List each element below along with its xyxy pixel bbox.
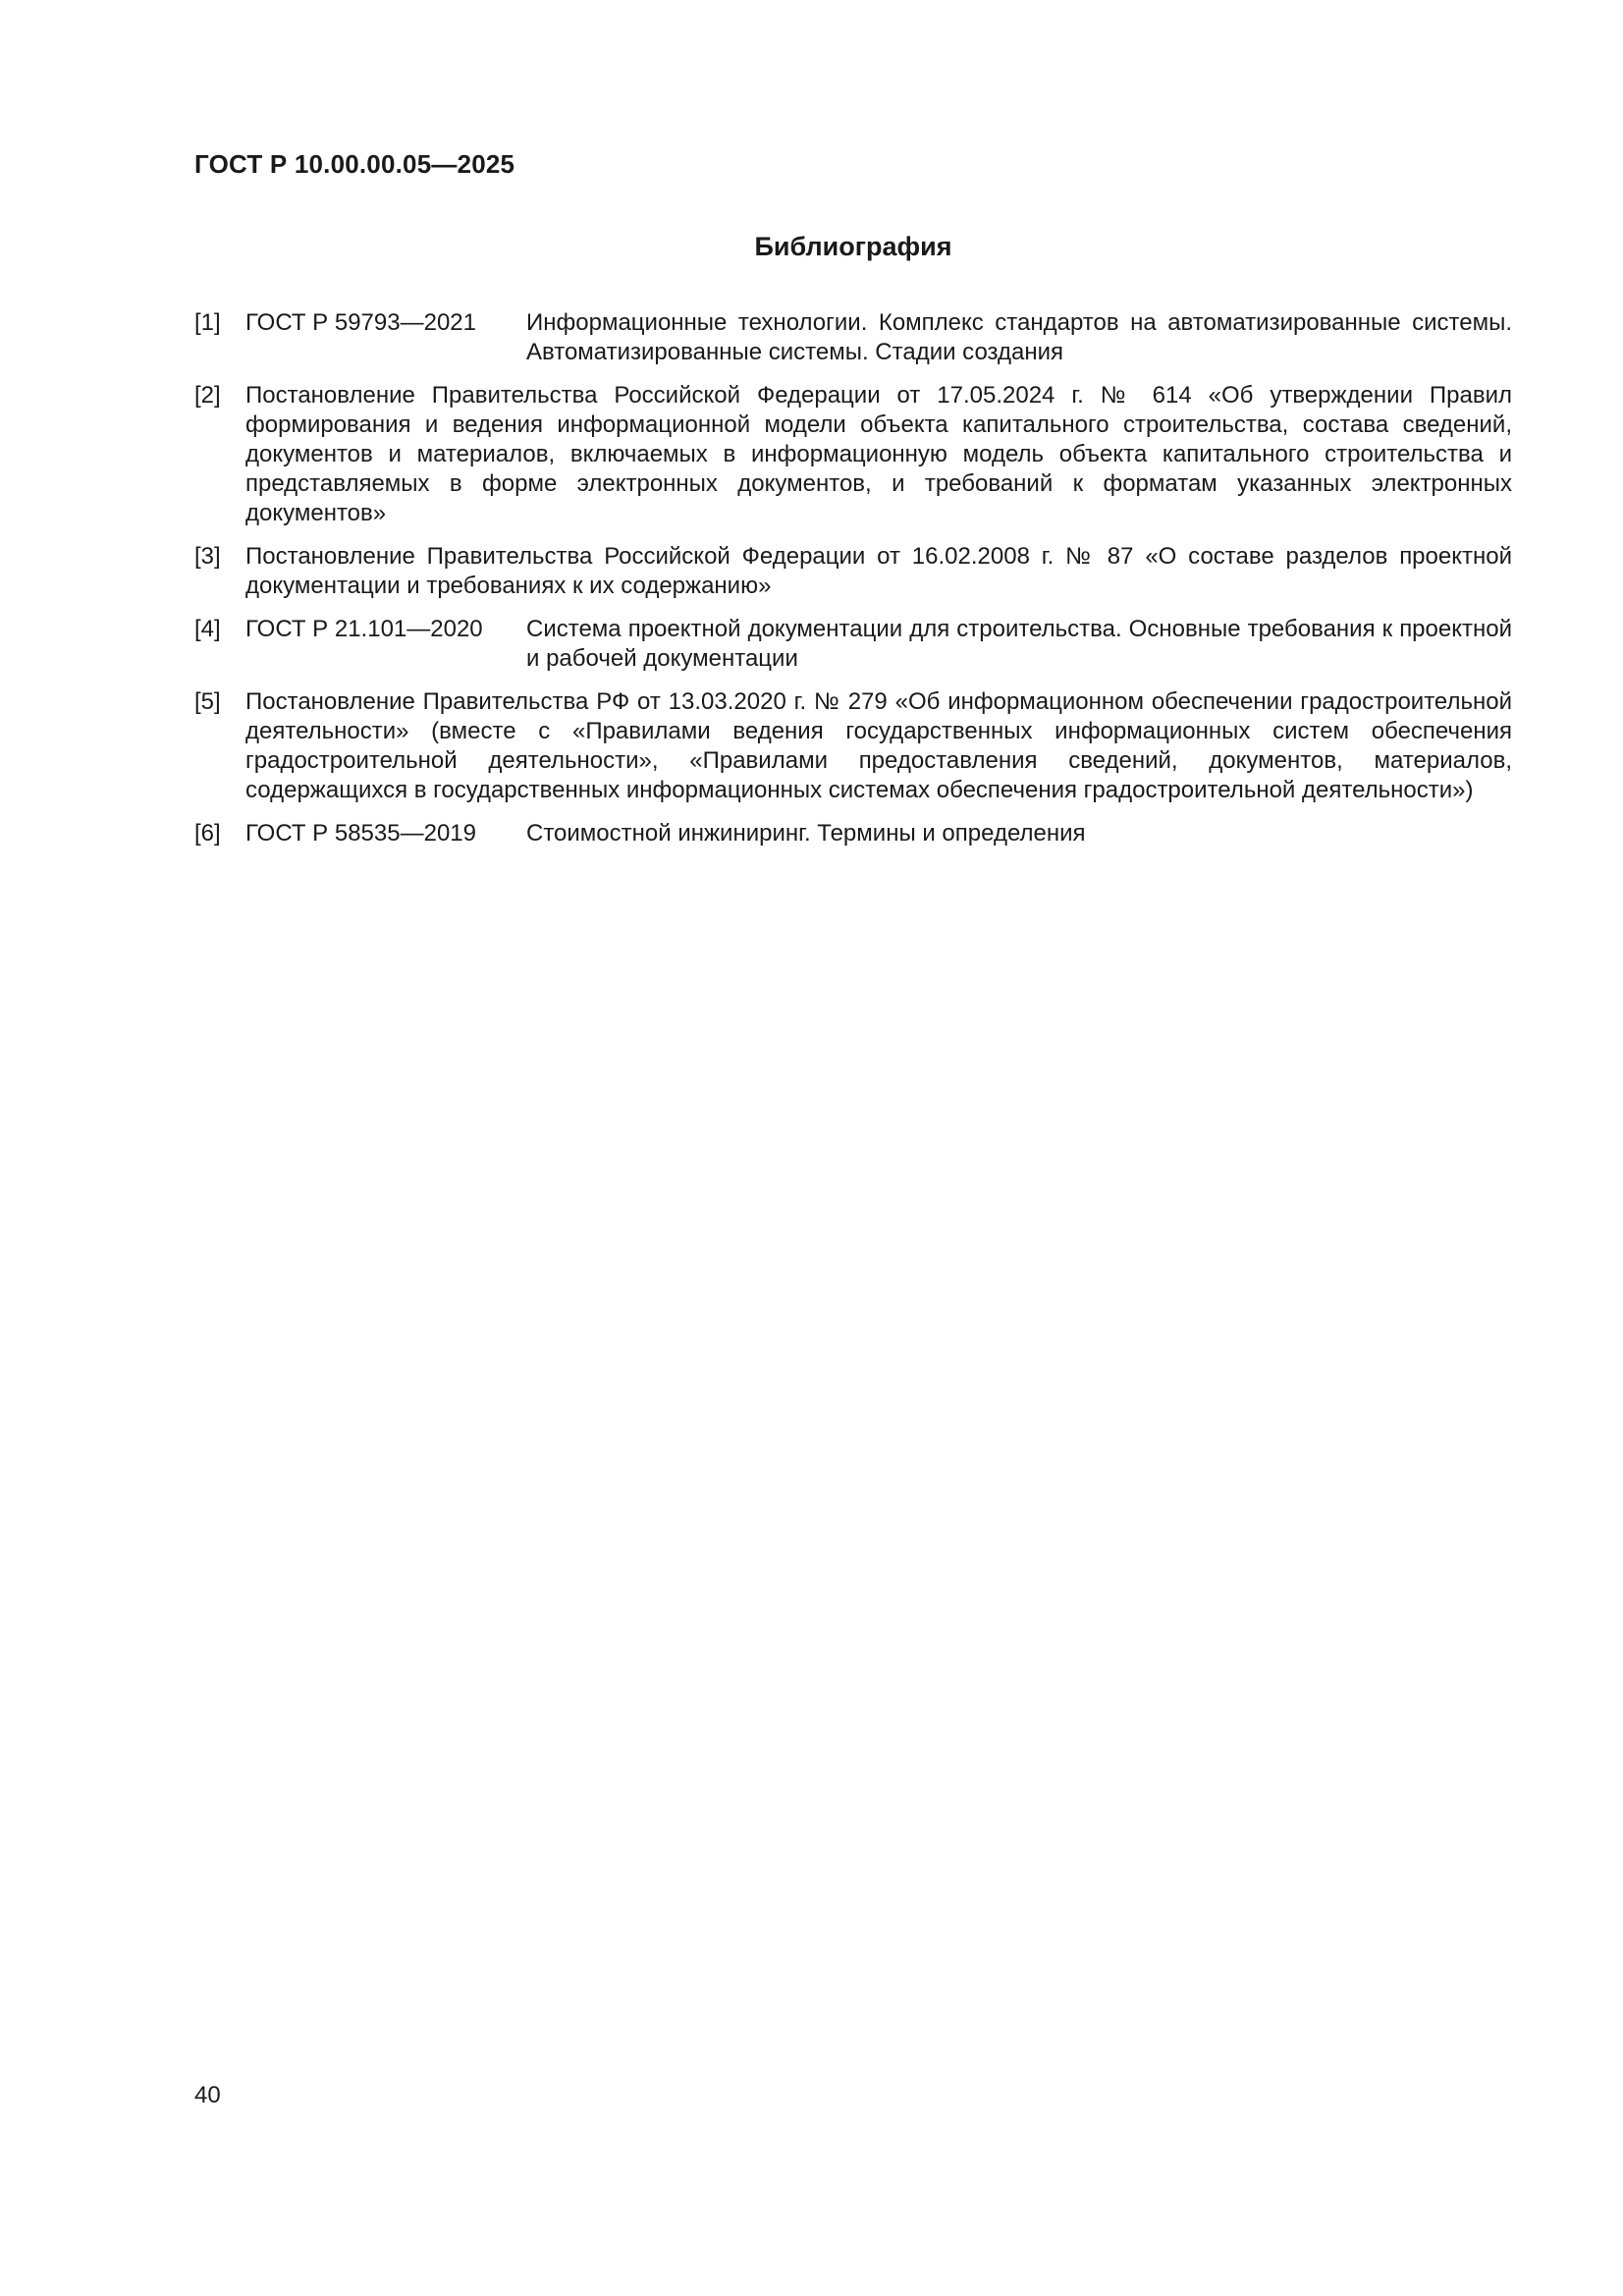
page-number: 40 xyxy=(194,2082,221,2108)
bibliography-entry xyxy=(194,542,1512,601)
entry-number: [4] xyxy=(194,616,221,642)
entry-text: Постановление Правительства Российской Федерации от 17.05.2024 г. № 614 «Об утверждении Правил формирования и ведения информационной модели объекта капитального строительства, состава сведений, документов и материалов, включаемых в информационную модель объекта капитального строительства и представляемых в форме электронных документов, и требований к форматам указанных электронных документов» xyxy=(245,382,1512,526)
entry-code: ГОСТ Р 58535—2019 xyxy=(245,820,476,847)
bibliography-entry xyxy=(194,819,1512,848)
entry-number: [3] xyxy=(194,543,221,570)
entry-text: Постановление Правительства РФ от 13.03.2020 г. № 279 «Об информационном обеспечении градостроительной деятельности» (вместе с «Правилами ведения государственных информационных систем обеспечения градостроительной деятельности», «Правилами предоставления сведений, документов, материалов, содержащихся в государственных информационных системах обеспечения градостроительной деятельности») xyxy=(245,688,1512,803)
entry-number: [5] xyxy=(194,688,221,715)
entry-text: Информационные технологии. Комплекс стандартов на автоматизированные системы. Автоматизированные системы. Стадии создания xyxy=(526,309,1512,365)
bibliography-list xyxy=(194,308,1512,862)
entry-code: ГОСТ Р 59793—2021 xyxy=(245,309,476,336)
bibliography-entry xyxy=(194,615,1512,674)
bibliography-entry xyxy=(194,687,1512,805)
entry-text: Стоимостной инжиниринг. Термины и определения xyxy=(526,820,1086,847)
entry-text: Постановление Правительства Российской Федерации от 16.02.2008 г. № 87 «О составе разделов проектной документации и требованиях к их содержанию» xyxy=(245,543,1512,599)
section-title: Библиография xyxy=(754,232,952,261)
entry-number: [1] xyxy=(194,309,221,336)
document-code-header: ГОСТ Р 10.00.00.05—2025 xyxy=(194,149,515,179)
bibliography-entry xyxy=(194,308,1512,367)
entry-code: ГОСТ Р 21.101—2020 xyxy=(245,616,483,642)
entry-number: [2] xyxy=(194,382,221,409)
bibliography-entry xyxy=(194,381,1512,528)
entry-text: Система проектной документации для строительства. Основные требования к проектной и рабочей документации xyxy=(526,616,1512,672)
entry-number: [6] xyxy=(194,820,221,847)
